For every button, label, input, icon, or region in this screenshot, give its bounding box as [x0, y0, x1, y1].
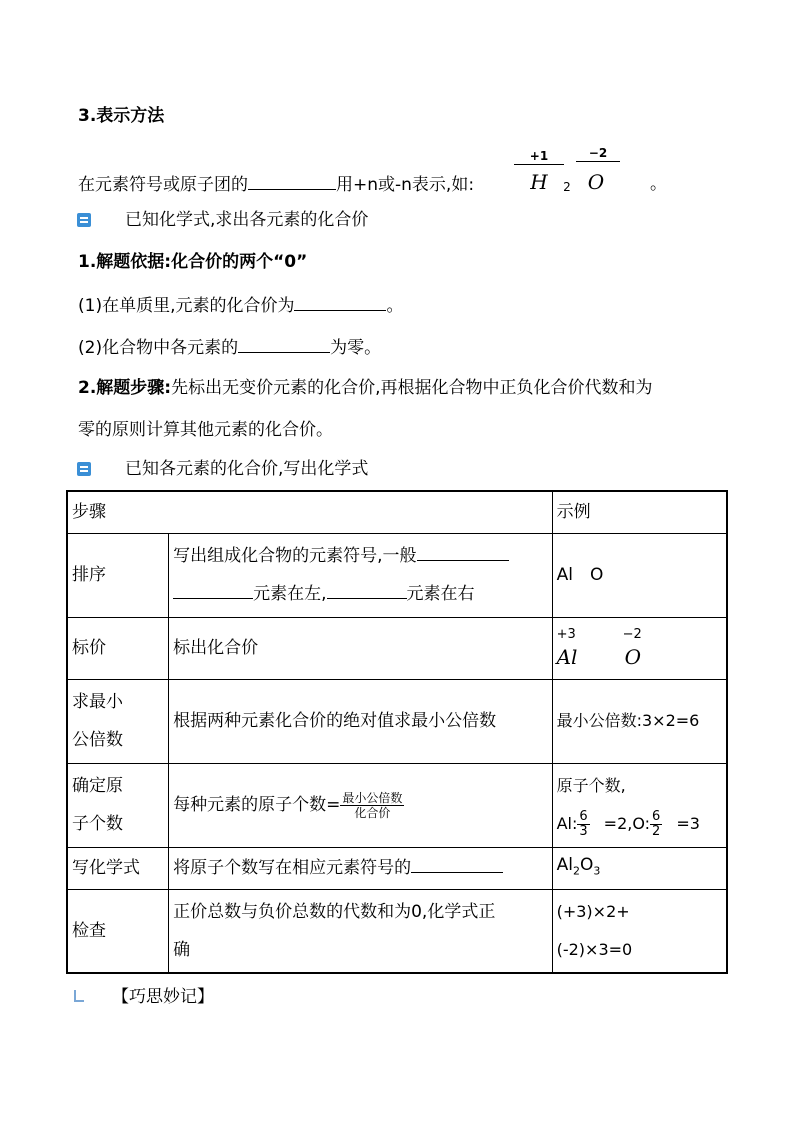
basis-line: [78, 250, 307, 274]
example-check-line1: (+3)×2+: [556, 901, 630, 921]
table-row: [67, 617, 727, 679]
section-heading: 3.表示方法: [78, 106, 165, 126]
representation-line: [78, 171, 474, 197]
desc-mark: 标出化合价: [169, 617, 553, 679]
tip-title: 【巧思妙记】: [112, 987, 214, 1007]
o-valence: −2: [622, 627, 642, 642]
lcm-fraction: [340, 791, 404, 820]
step-count-line1: 确定原: [72, 776, 123, 796]
item2-prefix: (2)化合物中各元素的: [78, 338, 239, 358]
example-mark: [552, 617, 727, 679]
desc-write-text: 将原子个数写在相应元素符号的: [173, 858, 412, 878]
desc-count: [169, 763, 553, 847]
desc-sort-line1: 写出组成化合物的元素符号,一般: [173, 546, 417, 566]
desc-write: [169, 847, 553, 889]
answer-blank[interactable]: [327, 580, 407, 599]
table-row: [67, 679, 727, 763]
desc-sort: [169, 533, 553, 617]
representation-end: 。: [650, 174, 667, 194]
answer-blank[interactable]: [411, 854, 503, 873]
desc-sort-line2a: 元素在左,: [253, 584, 327, 604]
list-icon: [77, 462, 91, 476]
steps-line-1: [78, 376, 653, 400]
item2-line: [78, 334, 381, 360]
example-count: [552, 763, 727, 847]
step-sort: 排序: [67, 533, 169, 617]
header-example: 示例: [552, 491, 727, 533]
o-fraction: [650, 810, 662, 839]
answer-blank[interactable]: [294, 292, 386, 311]
h-subscript: 2: [563, 180, 571, 194]
al-frac-num: 6: [579, 809, 588, 824]
formula-o-sub: 3: [593, 864, 601, 878]
ex-o-result: =3: [676, 814, 700, 833]
item1-suffix: 。: [386, 296, 404, 316]
desc-check: [169, 889, 553, 973]
tip-icon: [74, 990, 84, 1002]
list-icon: [77, 213, 91, 227]
answer-blank[interactable]: [173, 580, 253, 599]
step-mark: 标价: [67, 617, 169, 679]
fraction-denominator: 化合价: [354, 805, 391, 820]
steps-text-1: 先标出无变价元素的化合价,再根据化合物中正负化合价代数和为: [171, 378, 653, 398]
o-symbol: O: [624, 645, 641, 669]
o-frac-den: 2: [652, 824, 661, 839]
al-valence: +3: [556, 627, 576, 642]
example-lcm: 最小公倍数:3×2=6: [552, 679, 727, 763]
h-symbol: H: [530, 170, 548, 194]
table-row: [67, 847, 727, 889]
steps-label: 2.解题步骤:: [78, 378, 172, 398]
o-valence: −2: [576, 146, 620, 162]
desc-count-text: 每种元素的原子个数=: [173, 795, 341, 815]
basis-label: 1.解题依据:: [78, 252, 172, 272]
step-write: 写化学式: [67, 847, 169, 889]
answer-blank[interactable]: [238, 334, 330, 353]
example-check: [552, 889, 727, 973]
ex-al-label: Al:: [556, 814, 578, 833]
fraction-numerator: 最小公倍数: [342, 790, 403, 805]
step-count: [67, 763, 169, 847]
formula-al-sub: 2: [572, 864, 580, 878]
example-write: [552, 847, 727, 889]
o-frac-num: 6: [652, 809, 661, 824]
table-row: [67, 533, 727, 617]
step-count-line2: 子个数: [72, 814, 123, 834]
representation-suffix: 用+n或-n表示,如:: [336, 175, 475, 195]
steps-table: [66, 490, 728, 974]
formula-al: Al: [556, 854, 573, 875]
item1-prefix: (1)在单质里,元素的化合价为: [78, 296, 295, 316]
example-count-line1: 原子个数,: [556, 776, 626, 795]
header-step: 步骤: [67, 491, 552, 533]
al-symbol: Al: [556, 645, 578, 669]
formula-o: O: [579, 854, 594, 875]
representation-prefix: 在元素符号或原子团的: [78, 175, 248, 195]
step-check: 检查: [67, 889, 169, 973]
steps-line-2: 零的原则计算其他元素的化合价。: [78, 420, 333, 440]
o-symbol: O: [587, 170, 605, 194]
basis-text: 化合价的两个“0”: [171, 252, 308, 272]
h-valence: +1: [514, 149, 564, 165]
example-sort: Al O: [552, 533, 727, 617]
desc-check-line1: 正价总数与负价总数的代数和为0,化学式正: [173, 901, 496, 922]
item1-line: [78, 292, 403, 318]
item2-suffix: 为零。: [330, 338, 382, 358]
section1-title: 已知化学式,求出各元素的化合价: [125, 210, 369, 230]
desc-check-line2: 确: [173, 939, 191, 960]
ex-o-label: O:: [632, 814, 651, 833]
table-row: [67, 889, 727, 973]
answer-blank[interactable]: [248, 171, 336, 190]
step-lcm-line1: 求最小: [72, 692, 123, 712]
section2-title: 已知各元素的化合价,写出化学式: [125, 459, 369, 479]
step-lcm-line2: 公倍数: [72, 730, 123, 750]
desc-sort-line2b: 元素在右: [406, 584, 475, 604]
answer-blank[interactable]: [417, 542, 509, 561]
al-frac-den: 3: [579, 824, 588, 839]
ex-al-result: =2,: [603, 814, 633, 833]
step-lcm: [67, 679, 169, 763]
table-row: [67, 763, 727, 847]
example-check-line2: (-2)×3=0: [556, 939, 633, 959]
desc-lcm: 根据两种元素化合价的绝对值求最小公倍数: [169, 679, 553, 763]
table-header-row: [67, 491, 727, 533]
al-fraction: [577, 810, 589, 839]
